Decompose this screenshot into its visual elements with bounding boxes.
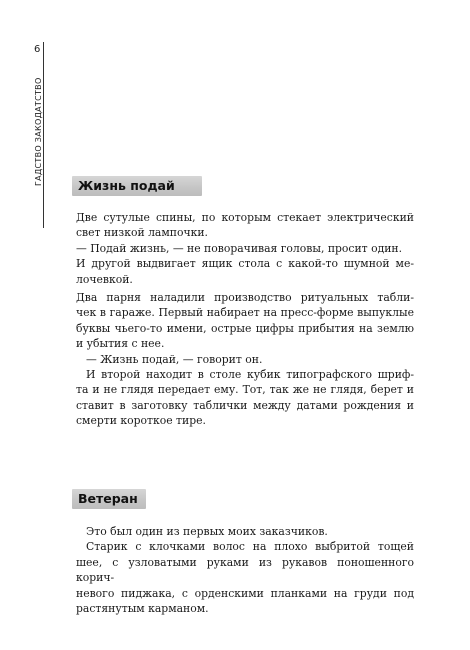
- paragraph-line: невого пиджака, с орденскими планками на груди под: [76, 586, 414, 600]
- paragraph-line: Два парня наладили производство ритуальных табли-: [76, 291, 414, 305]
- paragraph-line: свет низкой лампочки.: [76, 226, 208, 240]
- paragraph-line: шее, с узловатыми руками из рукавов поношенного корич-: [76, 555, 414, 585]
- page-number: 6: [34, 44, 41, 55]
- section-title-zhizn-podai: Жизнь подай: [72, 176, 202, 196]
- section-body-veteran: [76, 524, 414, 616]
- paragraph-line: Две сутулые спины, по которым стекает электрический: [76, 211, 414, 224]
- paragraph-line: лочевкой.: [76, 272, 133, 286]
- section-body-zhizn-podai: [76, 210, 414, 429]
- paragraph-line: и убытия с нее.: [76, 337, 165, 351]
- paragraph-line: — Жизнь подай, — говорит он.: [86, 352, 263, 366]
- paragraph-line: растянутым карманом.: [76, 602, 209, 616]
- paragraph-line: Старик с клочками волос на плохо выбритой тощей: [86, 540, 414, 554]
- paragraph-line: ставит в заготовку таблички между датами рождения и: [76, 398, 414, 412]
- paragraph-line: И второй находит в столе кубик типографского шриф-: [86, 368, 414, 382]
- paragraph-line: Это был один из первых моих заказчиков.: [86, 525, 328, 538]
- margin-rule: [43, 42, 44, 228]
- paragraph-line: чек в гараже. Первый набирает на пресс-форме выпуклые: [76, 306, 414, 320]
- paragraph-line: — Подай жизнь, — не поворачивая головы, просит один.: [76, 241, 403, 255]
- paragraph-line: та и не глядя передает ему. Тот, так же не глядя, берет и: [76, 383, 414, 397]
- paragraph-line: буквы чьего-то имени, острые цифры прибытия на землю: [76, 321, 414, 335]
- section-title-veteran: Ветеран: [72, 489, 146, 509]
- paragraph-line: смерти короткое тире.: [76, 414, 206, 428]
- paragraph-line: И другой выдвигает ящик стола с какой-то шумной ме-: [76, 257, 414, 271]
- running-head: ГАДСТВО ЗАКОДАТСТВО: [34, 77, 43, 186]
